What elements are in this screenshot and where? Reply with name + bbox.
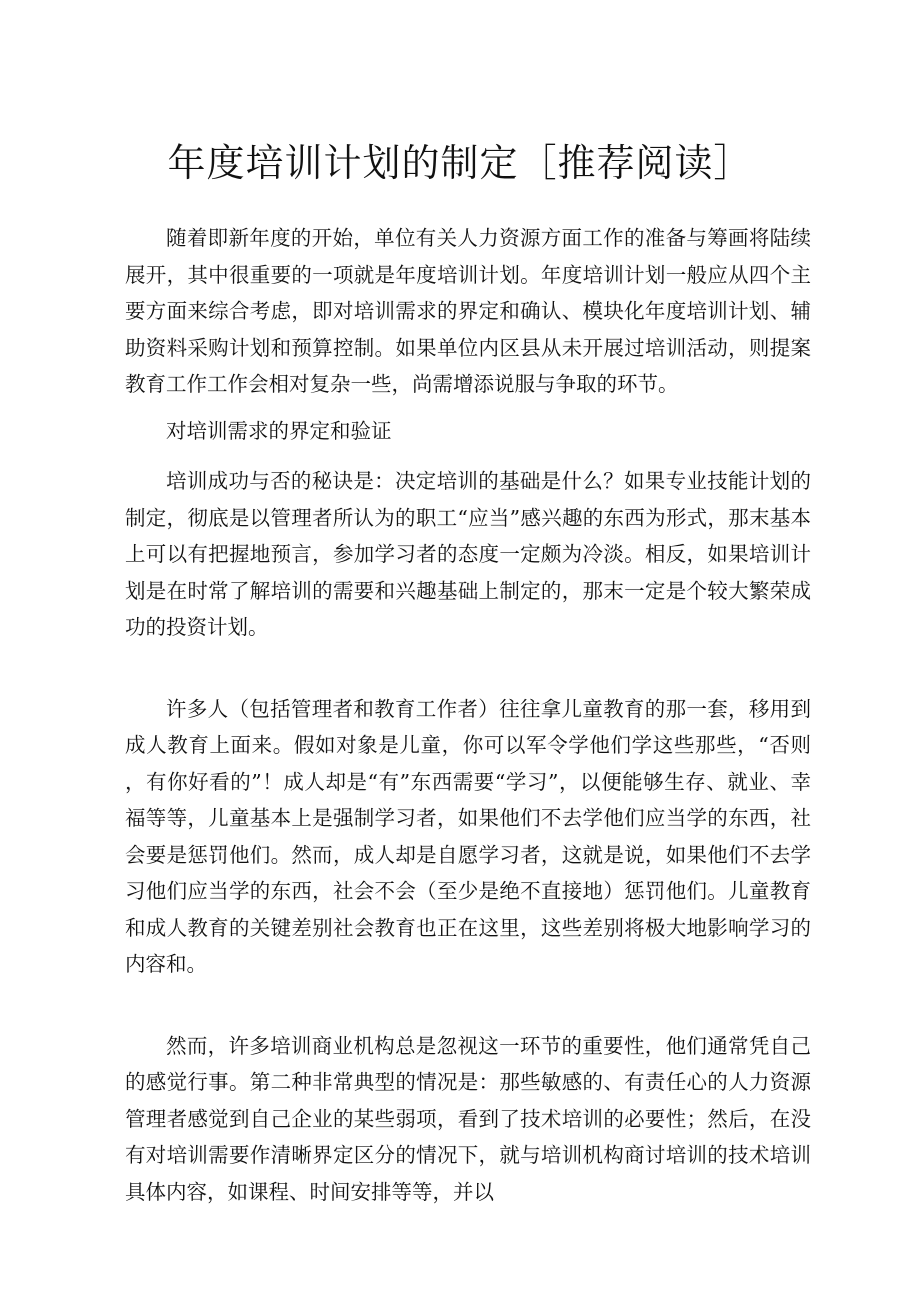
paragraph-spacer — [125, 403, 811, 413]
paragraph-spacer — [125, 983, 811, 1028]
document-title: 年度培训计划的制定［推荐阅读］ — [167, 141, 753, 185]
paragraph-training-institutions: 然而，许多培训商业机构总是忽视这一环节的重要性，他们通常凭自己的感觉行事。第二种非常典型的情况是：那些敏感的、有责任心的人力资源管理者感觉到自己企业的某些弱项，看到了技术培训的必要性；然后，在没有对培训需要作清晰界定区分的情况下，就与培训机构商讨培训的技术培训具体内容，如课程、时间安排等等，并以 — [125, 1033, 811, 1204]
paragraph-training-success: 培训成功与否的秘诀是：决定培训的基础是什么？如果专业技能计划的制定，彻底是以管理者所认为的职工“应当”感兴趣的东西为形式，那末基本上可以有把握地预言，参加学习者的态度一定颇为冷淡。相反，如果培训计划是在时常了解培训的需要和兴趣基础上制定的，那末一定是个较大繁荣成功的投资计划。 — [125, 469, 811, 639]
document-body — [125, 220, 811, 1210]
section-heading: 对培训需求的界定和验证 — [166, 418, 392, 443]
paragraph-intro: 随着即新年度的开始，单位有关人力资源方面工作的准备与筹画将陆续展开，其中很重要的一项就是年度培训计划。年度培训计划一般应从四个主要方面来综合考虑，即对培训需求的界定和确认、模块化年度培训计划、辅助资料采购计划和预算控制。如果单位内区县从未开展过培训活动，则提案教育工作工作会相对复杂一些，尚需增添说服与争取的环节。 — [125, 226, 811, 396]
paragraph-adult-education: 许多人（包括管理者和教育工作者）往往拿儿童教育的那一套，移用到成人教育上面来。假如对象是儿童，你可以军令学他们学这些那些，“否则，有你好看的”！成人却是“有”东西需要“学习”，以便能够生存、就业、幸福等等，儿童基本上是强制学习者，如果他们不去学他们应当学的东西，社会要是惩罚他们。然而，成人却是自愿学习者，这就是说，如果他们不去学习他们应当学的东西，社会不会（至少是绝不直接地）惩罚他们。儿童教育和成人教育的关键差别社会教育也正在这里，这些差别将极大地影响学习的内容和。 — [125, 696, 811, 976]
paragraph-spacer — [125, 646, 811, 691]
paragraph-spacer — [125, 449, 811, 463]
